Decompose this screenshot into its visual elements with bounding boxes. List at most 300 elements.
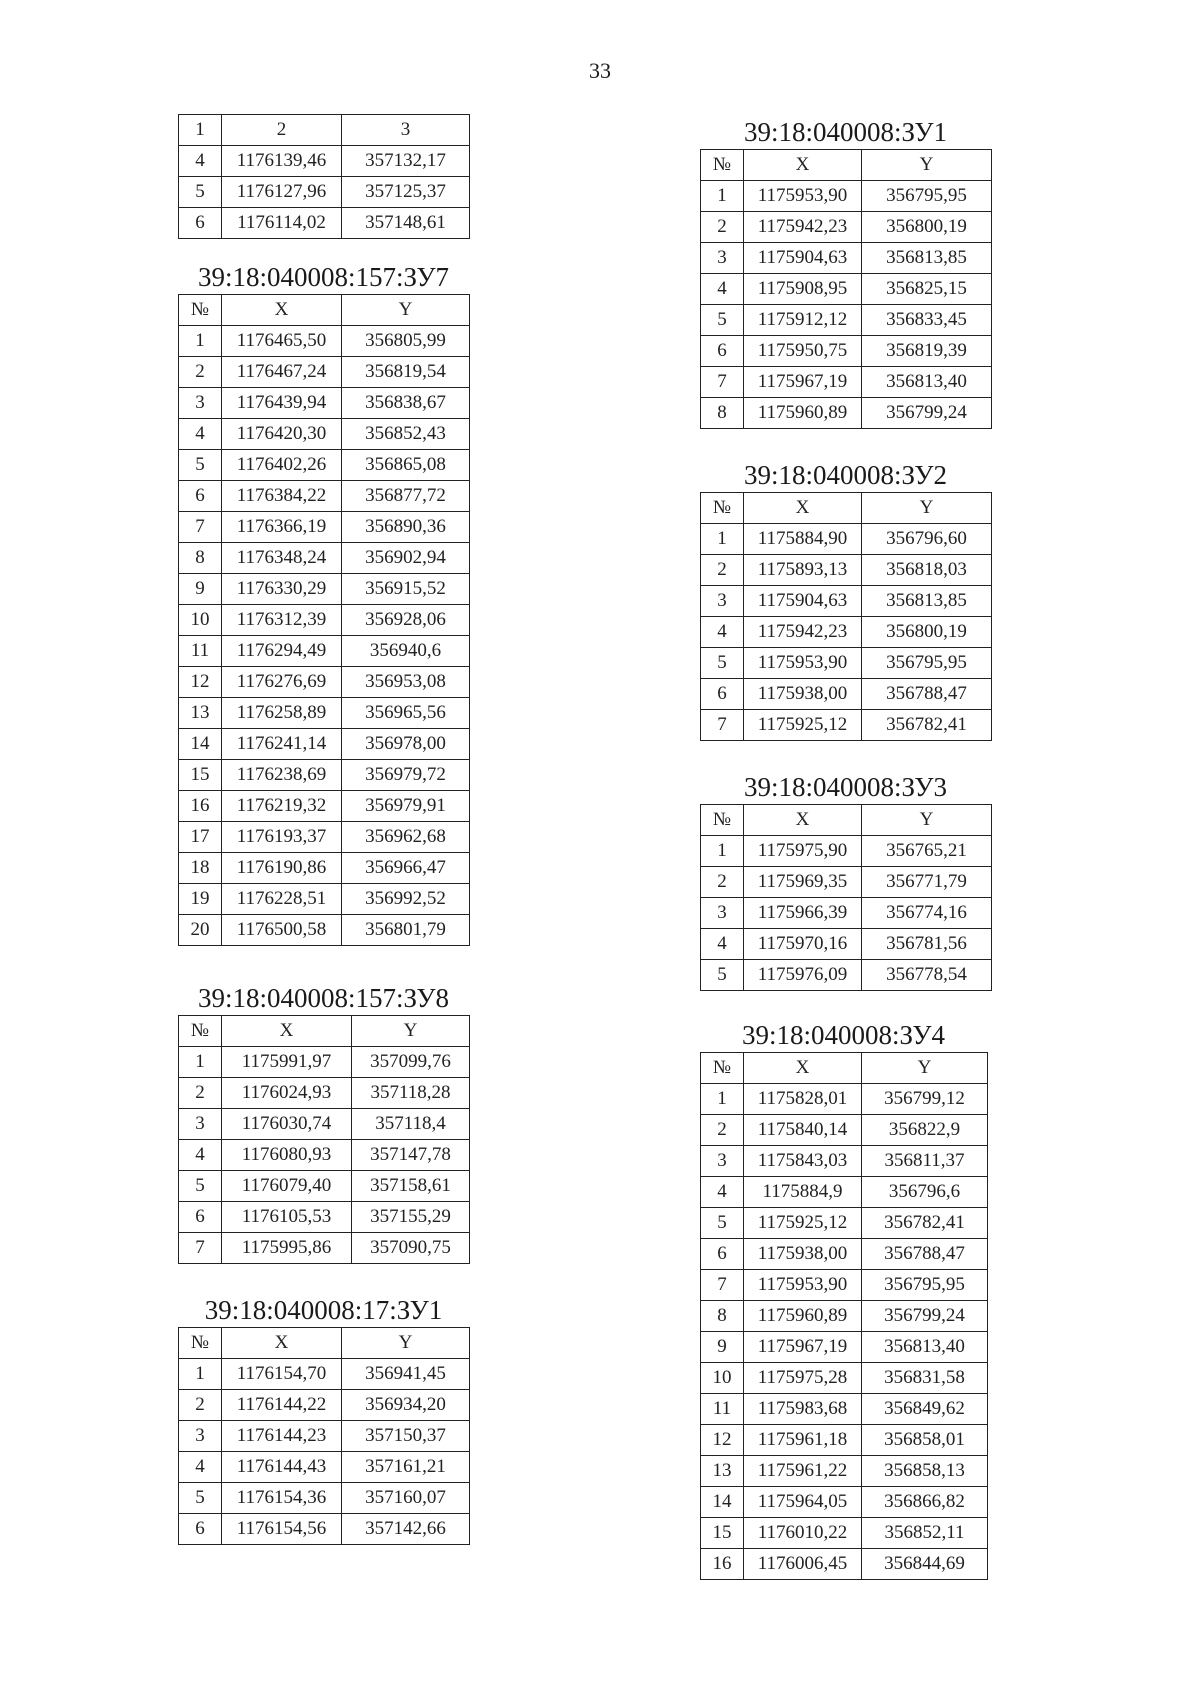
header-y-coordinate: Y bbox=[862, 493, 992, 524]
header-x-coordinate: X bbox=[744, 1053, 862, 1084]
point-number-cell: 6 bbox=[701, 336, 744, 367]
table-row bbox=[179, 698, 470, 729]
point-number-cell: 19 bbox=[179, 884, 222, 915]
table-row bbox=[701, 398, 992, 429]
point-number-cell: 3 bbox=[701, 898, 744, 929]
point-number-cell: 2 bbox=[179, 1078, 222, 1109]
x-coordinate-cell: 1176366,19 bbox=[222, 512, 342, 543]
y-coordinate-cell: 356833,45 bbox=[862, 305, 992, 336]
point-number-cell: 3 bbox=[701, 243, 744, 274]
y-coordinate-cell: 356965,56 bbox=[342, 698, 470, 729]
x-coordinate-cell: 1175953,90 bbox=[744, 648, 862, 679]
y-coordinate-cell: 356979,91 bbox=[342, 791, 470, 822]
y-coordinate-cell: 356819,39 bbox=[862, 336, 992, 367]
x-coordinate-cell: 1176384,22 bbox=[222, 481, 342, 512]
table-row bbox=[179, 512, 470, 543]
point-number-cell: 4 bbox=[701, 1177, 744, 1208]
table-row bbox=[179, 1390, 470, 1421]
x-coordinate-cell: 1175966,39 bbox=[744, 898, 862, 929]
point-number-cell: 16 bbox=[179, 791, 222, 822]
y-coordinate-cell: 356799,24 bbox=[862, 398, 992, 429]
y-coordinate-cell: 356852,11 bbox=[862, 1518, 988, 1549]
table-row bbox=[701, 367, 992, 398]
x-coordinate-cell: 1176228,51 bbox=[222, 884, 342, 915]
y-coordinate-cell: 356953,08 bbox=[342, 667, 470, 698]
y-coordinate-cell: 356788,47 bbox=[862, 679, 992, 710]
y-coordinate-cell: 356796,6 bbox=[862, 1177, 988, 1208]
point-number-cell: 8 bbox=[701, 398, 744, 429]
point-number-cell: 3 bbox=[179, 388, 222, 419]
x-coordinate-cell: 1175970,16 bbox=[744, 929, 862, 960]
x-coordinate-cell: 1175942,23 bbox=[744, 212, 862, 243]
point-number-cell: 7 bbox=[701, 1270, 744, 1301]
table-row bbox=[701, 336, 992, 367]
table-header-row bbox=[701, 150, 992, 181]
y-coordinate-cell: 357099,76 bbox=[352, 1047, 470, 1078]
y-coordinate-cell: 356782,41 bbox=[862, 710, 992, 741]
y-coordinate-cell: 356928,06 bbox=[342, 605, 470, 636]
point-number-cell: 5 bbox=[179, 177, 222, 208]
header-y-coordinate: Y bbox=[342, 295, 470, 326]
coordinate-block-r-zu4 bbox=[700, 1020, 988, 1580]
header-x-coordinate: 2 bbox=[222, 115, 342, 146]
x-coordinate-cell: 1175925,12 bbox=[744, 710, 862, 741]
x-coordinate-cell: 1176010,22 bbox=[744, 1518, 862, 1549]
x-coordinate-cell: 1176144,43 bbox=[222, 1452, 342, 1483]
table-row bbox=[701, 1456, 988, 1487]
x-coordinate-cell: 1175840,14 bbox=[744, 1115, 862, 1146]
table-row bbox=[179, 1171, 470, 1202]
x-coordinate-cell: 1175938,00 bbox=[744, 679, 862, 710]
header-point-number: № bbox=[701, 1053, 744, 1084]
x-coordinate-cell: 1176144,23 bbox=[222, 1421, 342, 1452]
point-number-cell: 5 bbox=[701, 1208, 744, 1239]
x-coordinate-cell: 1176402,26 bbox=[222, 450, 342, 481]
header-point-number: № bbox=[701, 493, 744, 524]
y-coordinate-cell: 356915,52 bbox=[342, 574, 470, 605]
coordinate-block-r-zu3 bbox=[700, 772, 992, 991]
y-coordinate-cell: 357147,78 bbox=[352, 1140, 470, 1171]
table-row bbox=[179, 481, 470, 512]
y-coordinate-cell: 356811,37 bbox=[862, 1146, 988, 1177]
x-coordinate-cell: 1176312,39 bbox=[222, 605, 342, 636]
header-x-coordinate: X bbox=[744, 150, 862, 181]
point-number-cell: 10 bbox=[179, 605, 222, 636]
header-y-coordinate: Y bbox=[862, 1053, 988, 1084]
point-number-cell: 3 bbox=[701, 1146, 744, 1177]
x-coordinate-cell: 1176190,86 bbox=[222, 853, 342, 884]
table-row bbox=[179, 791, 470, 822]
table-row bbox=[179, 326, 470, 357]
y-coordinate-cell: 356801,79 bbox=[342, 915, 470, 946]
table-row bbox=[179, 1109, 470, 1140]
table-row bbox=[701, 1518, 988, 1549]
y-coordinate-cell: 356844,69 bbox=[862, 1549, 988, 1580]
y-coordinate-cell: 356799,24 bbox=[862, 1301, 988, 1332]
point-number-cell: 5 bbox=[701, 305, 744, 336]
coordinates-table bbox=[700, 492, 992, 741]
header-y-coordinate: 3 bbox=[342, 115, 470, 146]
table-row bbox=[701, 1363, 988, 1394]
point-number-cell: 2 bbox=[701, 212, 744, 243]
table-row bbox=[179, 419, 470, 450]
header-point-number: 1 bbox=[179, 115, 222, 146]
point-number-cell: 14 bbox=[179, 729, 222, 760]
y-coordinate-cell: 356966,47 bbox=[342, 853, 470, 884]
x-coordinate-cell: 1175975,28 bbox=[744, 1363, 862, 1394]
x-coordinate-cell: 1175967,19 bbox=[744, 367, 862, 398]
table-row bbox=[701, 1425, 988, 1456]
point-number-cell: 9 bbox=[701, 1332, 744, 1363]
point-number-cell: 9 bbox=[179, 574, 222, 605]
table-row bbox=[179, 1233, 470, 1264]
table-header-row bbox=[179, 115, 470, 146]
y-coordinate-cell: 356849,62 bbox=[862, 1394, 988, 1425]
table-row bbox=[701, 679, 992, 710]
y-coordinate-cell: 356800,19 bbox=[862, 212, 992, 243]
point-number-cell: 16 bbox=[701, 1549, 744, 1580]
x-coordinate-cell: 1176238,69 bbox=[222, 760, 342, 791]
point-number-cell: 15 bbox=[179, 760, 222, 791]
point-number-cell: 7 bbox=[701, 710, 744, 741]
point-number-cell: 13 bbox=[179, 698, 222, 729]
table-row bbox=[179, 822, 470, 853]
point-number-cell: 5 bbox=[179, 1171, 222, 1202]
point-number-cell: 4 bbox=[701, 617, 744, 648]
x-coordinate-cell: 1176144,22 bbox=[222, 1390, 342, 1421]
table-row bbox=[701, 898, 992, 929]
x-coordinate-cell: 1176348,24 bbox=[222, 543, 342, 574]
y-coordinate-cell: 357158,61 bbox=[352, 1171, 470, 1202]
table-row bbox=[701, 1208, 988, 1239]
point-number-cell: 6 bbox=[701, 679, 744, 710]
header-point-number: № bbox=[179, 295, 222, 326]
coordinates-table bbox=[178, 1327, 470, 1545]
coordinates-table bbox=[178, 1015, 470, 1264]
y-coordinate-cell: 356765,21 bbox=[862, 836, 992, 867]
y-coordinate-cell: 356795,95 bbox=[862, 1270, 988, 1301]
x-coordinate-cell: 1176241,14 bbox=[222, 729, 342, 760]
x-coordinate-cell: 1175961,18 bbox=[744, 1425, 862, 1456]
header-point-number: № bbox=[179, 1328, 222, 1359]
y-coordinate-cell: 356934,20 bbox=[342, 1390, 470, 1421]
block-title: 39:18:040008:ЗУ4 bbox=[742, 1020, 945, 1050]
point-number-cell: 2 bbox=[701, 867, 744, 898]
table-row bbox=[701, 1177, 988, 1208]
x-coordinate-cell: 1175884,90 bbox=[744, 524, 862, 555]
table-row bbox=[179, 1140, 470, 1171]
table-row bbox=[701, 274, 992, 305]
y-coordinate-cell: 356774,16 bbox=[862, 898, 992, 929]
y-coordinate-cell: 356865,08 bbox=[342, 450, 470, 481]
table-header-row bbox=[701, 805, 992, 836]
table-header-row bbox=[701, 1053, 988, 1084]
point-number-cell: 8 bbox=[701, 1301, 744, 1332]
x-coordinate-cell: 1175884,9 bbox=[744, 1177, 862, 1208]
point-number-cell: 7 bbox=[179, 1233, 222, 1264]
block-title: 39:18:040008:ЗУ3 bbox=[744, 772, 947, 802]
y-coordinate-cell: 356781,56 bbox=[862, 929, 992, 960]
point-number-cell: 2 bbox=[179, 1390, 222, 1421]
table-header-row bbox=[179, 1016, 470, 1047]
table-row bbox=[179, 915, 470, 946]
table-row bbox=[701, 212, 992, 243]
header-x-coordinate: X bbox=[222, 295, 342, 326]
table-row bbox=[701, 586, 992, 617]
point-number-cell: 2 bbox=[179, 357, 222, 388]
coordinate-block-zu8 bbox=[178, 983, 470, 1264]
y-coordinate-cell: 356992,52 bbox=[342, 884, 470, 915]
table-row bbox=[701, 617, 992, 648]
y-coordinate-cell: 356825,15 bbox=[862, 274, 992, 305]
point-number-cell: 18 bbox=[179, 853, 222, 884]
y-coordinate-cell: 356782,41 bbox=[862, 1208, 988, 1239]
table-row bbox=[179, 884, 470, 915]
y-coordinate-cell: 356819,54 bbox=[342, 357, 470, 388]
table-row bbox=[701, 960, 992, 991]
point-number-cell: 14 bbox=[701, 1487, 744, 1518]
x-coordinate-cell: 1175953,90 bbox=[744, 1270, 862, 1301]
x-coordinate-cell: 1175950,75 bbox=[744, 336, 862, 367]
point-number-cell: 5 bbox=[179, 1483, 222, 1514]
block-title: 39:18:040008:157:ЗУ7 bbox=[198, 262, 449, 292]
y-coordinate-cell: 356795,95 bbox=[862, 181, 992, 212]
y-coordinate-cell: 357155,29 bbox=[352, 1202, 470, 1233]
y-coordinate-cell: 357148,61 bbox=[342, 208, 470, 239]
x-coordinate-cell: 1176439,94 bbox=[222, 388, 342, 419]
header-y-coordinate: Y bbox=[352, 1016, 470, 1047]
table-header-row bbox=[179, 295, 470, 326]
header-x-coordinate: X bbox=[744, 805, 862, 836]
x-coordinate-cell: 1176154,36 bbox=[222, 1483, 342, 1514]
coordinate-block-r-zu2 bbox=[700, 460, 992, 741]
header-point-number: № bbox=[179, 1016, 222, 1047]
table-row bbox=[701, 1301, 988, 1332]
coordinates-table bbox=[700, 1052, 988, 1580]
table-row bbox=[701, 1146, 988, 1177]
y-coordinate-cell: 357161,21 bbox=[342, 1452, 470, 1483]
x-coordinate-cell: 1175961,22 bbox=[744, 1456, 862, 1487]
header-y-coordinate: Y bbox=[862, 805, 992, 836]
block-title: 39:18:040008:17:ЗУ1 bbox=[204, 1295, 443, 1325]
table-row bbox=[179, 636, 470, 667]
table-row bbox=[701, 524, 992, 555]
point-number-cell: 17 bbox=[179, 822, 222, 853]
x-coordinate-cell: 1176219,32 bbox=[222, 791, 342, 822]
point-number-cell: 6 bbox=[179, 481, 222, 512]
x-coordinate-cell: 1175969,35 bbox=[744, 867, 862, 898]
y-coordinate-cell: 356800,19 bbox=[862, 617, 992, 648]
header-point-number: № bbox=[701, 805, 744, 836]
table-row bbox=[179, 177, 470, 208]
x-coordinate-cell: 1176467,24 bbox=[222, 357, 342, 388]
x-coordinate-cell: 1176105,53 bbox=[222, 1202, 352, 1233]
x-coordinate-cell: 1176127,96 bbox=[222, 177, 342, 208]
x-coordinate-cell: 1175843,03 bbox=[744, 1146, 862, 1177]
x-coordinate-cell: 1175925,12 bbox=[744, 1208, 862, 1239]
point-number-cell: 13 bbox=[701, 1456, 744, 1487]
coordinates-table bbox=[178, 114, 470, 239]
table-header-row bbox=[701, 493, 992, 524]
point-number-cell: 3 bbox=[179, 1421, 222, 1452]
point-number-cell: 4 bbox=[701, 929, 744, 960]
table-row bbox=[701, 1084, 988, 1115]
x-coordinate-cell: 1176154,56 bbox=[222, 1514, 342, 1545]
x-coordinate-cell: 1176030,74 bbox=[222, 1109, 352, 1140]
x-coordinate-cell: 1176500,58 bbox=[222, 915, 342, 946]
table-row bbox=[179, 605, 470, 636]
point-number-cell: 15 bbox=[701, 1518, 744, 1549]
point-number-cell: 6 bbox=[179, 1202, 222, 1233]
y-coordinate-cell: 356852,43 bbox=[342, 419, 470, 450]
y-coordinate-cell: 357090,75 bbox=[352, 1233, 470, 1264]
x-coordinate-cell: 1175995,86 bbox=[222, 1233, 352, 1264]
table-row bbox=[179, 574, 470, 605]
x-coordinate-cell: 1175964,05 bbox=[744, 1487, 862, 1518]
coordinate-block-continuation bbox=[178, 114, 470, 239]
y-coordinate-cell: 356813,40 bbox=[862, 367, 992, 398]
point-number-cell: 11 bbox=[179, 636, 222, 667]
table-row bbox=[701, 1239, 988, 1270]
point-number-cell: 2 bbox=[701, 1115, 744, 1146]
x-coordinate-cell: 1175912,12 bbox=[744, 305, 862, 336]
table-row bbox=[179, 1421, 470, 1452]
header-y-coordinate: Y bbox=[862, 150, 992, 181]
table-row bbox=[179, 388, 470, 419]
y-coordinate-cell: 356877,72 bbox=[342, 481, 470, 512]
x-coordinate-cell: 1176154,70 bbox=[222, 1359, 342, 1390]
table-row bbox=[701, 1549, 988, 1580]
y-coordinate-cell: 356890,36 bbox=[342, 512, 470, 543]
x-coordinate-cell: 1176080,93 bbox=[222, 1140, 352, 1171]
coordinates-table bbox=[178, 294, 470, 946]
table-row bbox=[179, 450, 470, 481]
point-number-cell: 4 bbox=[179, 1452, 222, 1483]
x-coordinate-cell: 1176465,50 bbox=[222, 326, 342, 357]
x-coordinate-cell: 1175960,89 bbox=[744, 1301, 862, 1332]
x-coordinate-cell: 1175975,90 bbox=[744, 836, 862, 867]
y-coordinate-cell: 357142,66 bbox=[342, 1514, 470, 1545]
table-row bbox=[179, 1078, 470, 1109]
y-coordinate-cell: 357125,37 bbox=[342, 177, 470, 208]
y-coordinate-cell: 356838,67 bbox=[342, 388, 470, 419]
y-coordinate-cell: 356813,85 bbox=[862, 586, 992, 617]
table-row bbox=[701, 181, 992, 212]
point-number-cell: 10 bbox=[701, 1363, 744, 1394]
x-coordinate-cell: 1175908,95 bbox=[744, 274, 862, 305]
y-coordinate-cell: 357118,4 bbox=[352, 1109, 470, 1140]
x-coordinate-cell: 1176114,02 bbox=[222, 208, 342, 239]
y-coordinate-cell: 357160,07 bbox=[342, 1483, 470, 1514]
point-number-cell: 1 bbox=[701, 1084, 744, 1115]
x-coordinate-cell: 1175904,63 bbox=[744, 586, 862, 617]
table-row bbox=[179, 146, 470, 177]
x-coordinate-cell: 1175991,97 bbox=[222, 1047, 352, 1078]
coordinate-block-zu17-1 bbox=[178, 1295, 470, 1545]
block-title: 39:18:040008:ЗУ1 bbox=[744, 117, 947, 147]
table-row bbox=[179, 543, 470, 574]
point-number-cell: 2 bbox=[701, 555, 744, 586]
y-coordinate-cell: 356866,82 bbox=[862, 1487, 988, 1518]
x-coordinate-cell: 1175983,68 bbox=[744, 1394, 862, 1425]
y-coordinate-cell: 356902,94 bbox=[342, 543, 470, 574]
table-row bbox=[179, 1483, 470, 1514]
table-row bbox=[701, 648, 992, 679]
point-number-cell: 6 bbox=[179, 1514, 222, 1545]
table-row bbox=[179, 357, 470, 388]
point-number-cell: 1 bbox=[179, 1047, 222, 1078]
point-number-cell: 4 bbox=[179, 419, 222, 450]
point-number-cell: 5 bbox=[701, 648, 744, 679]
y-coordinate-cell: 357118,28 bbox=[352, 1078, 470, 1109]
x-coordinate-cell: 1176330,29 bbox=[222, 574, 342, 605]
x-coordinate-cell: 1175953,90 bbox=[744, 181, 862, 212]
table-row bbox=[179, 760, 470, 791]
point-number-cell: 3 bbox=[701, 586, 744, 617]
point-number-cell: 1 bbox=[179, 1359, 222, 1390]
y-coordinate-cell: 356858,01 bbox=[862, 1425, 988, 1456]
x-coordinate-cell: 1176079,40 bbox=[222, 1171, 352, 1202]
y-coordinate-cell: 356818,03 bbox=[862, 555, 992, 586]
table-row bbox=[179, 1202, 470, 1233]
table-row bbox=[701, 929, 992, 960]
table-header-row bbox=[179, 1328, 470, 1359]
point-number-cell: 5 bbox=[701, 960, 744, 991]
header-y-coordinate: Y bbox=[342, 1328, 470, 1359]
table-row bbox=[179, 853, 470, 884]
y-coordinate-cell: 356978,00 bbox=[342, 729, 470, 760]
y-coordinate-cell: 356795,95 bbox=[862, 648, 992, 679]
table-row bbox=[179, 1514, 470, 1545]
table-row bbox=[179, 208, 470, 239]
x-coordinate-cell: 1175904,63 bbox=[744, 243, 862, 274]
block-title: 39:18:040008:157:ЗУ8 bbox=[198, 983, 449, 1013]
coordinates-table bbox=[700, 804, 992, 991]
y-coordinate-cell: 356796,60 bbox=[862, 524, 992, 555]
table-row bbox=[701, 836, 992, 867]
y-coordinate-cell: 356941,45 bbox=[342, 1359, 470, 1390]
point-number-cell: 6 bbox=[179, 208, 222, 239]
table-row bbox=[179, 1452, 470, 1483]
y-coordinate-cell: 357150,37 bbox=[342, 1421, 470, 1452]
x-coordinate-cell: 1176193,37 bbox=[222, 822, 342, 853]
header-x-coordinate: X bbox=[222, 1328, 342, 1359]
coordinate-block-r-zu1 bbox=[700, 117, 992, 429]
table-row bbox=[701, 555, 992, 586]
point-number-cell: 1 bbox=[701, 524, 744, 555]
x-coordinate-cell: 1176294,49 bbox=[222, 636, 342, 667]
x-coordinate-cell: 1176276,69 bbox=[222, 667, 342, 698]
y-coordinate-cell: 356813,85 bbox=[862, 243, 992, 274]
point-number-cell: 11 bbox=[701, 1394, 744, 1425]
point-number-cell: 1 bbox=[701, 181, 744, 212]
point-number-cell: 12 bbox=[179, 667, 222, 698]
point-number-cell: 7 bbox=[179, 512, 222, 543]
point-number-cell: 4 bbox=[179, 146, 222, 177]
y-coordinate-cell: 356799,12 bbox=[862, 1084, 988, 1115]
x-coordinate-cell: 1175938,00 bbox=[744, 1239, 862, 1270]
point-number-cell: 7 bbox=[701, 367, 744, 398]
point-number-cell: 8 bbox=[179, 543, 222, 574]
coordinate-block-zu7 bbox=[178, 262, 470, 946]
y-coordinate-cell: 356831,58 bbox=[862, 1363, 988, 1394]
table-row bbox=[179, 1359, 470, 1390]
x-coordinate-cell: 1175967,19 bbox=[744, 1332, 862, 1363]
point-number-cell: 4 bbox=[179, 1140, 222, 1171]
table-row bbox=[701, 710, 992, 741]
y-coordinate-cell: 356805,99 bbox=[342, 326, 470, 357]
point-number-cell: 5 bbox=[179, 450, 222, 481]
